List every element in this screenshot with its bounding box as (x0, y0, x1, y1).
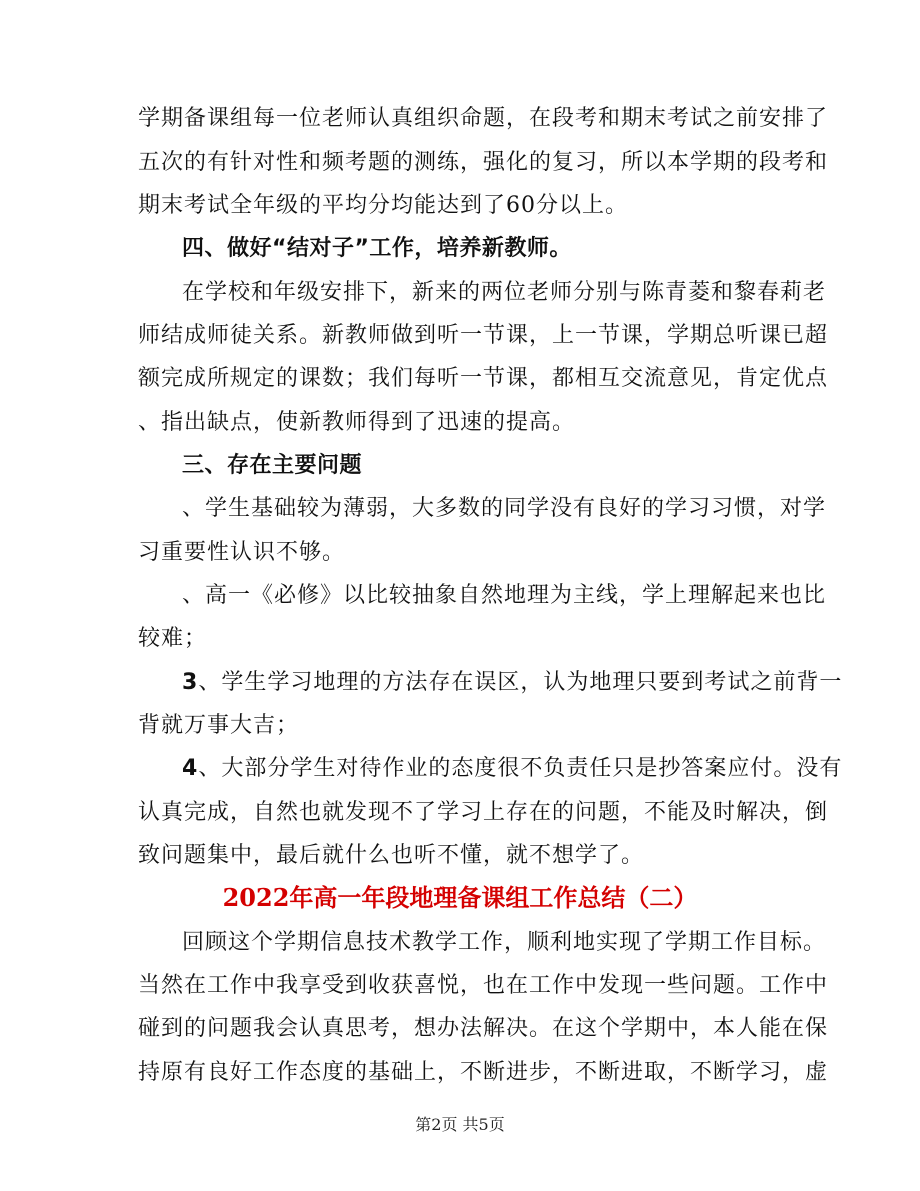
paragraph-line: 回顾这个学期信息技术教学工作，顺利地实现了学期工作目标。 (182, 930, 827, 955)
issue-text: 、学生学习地理的方法存在误区，认为地理只要到考试之前背一 (198, 670, 843, 695)
paragraph-line: 师结成师徒关系。新教师做到听一节课，上一节课，学期总听课已超 (138, 323, 829, 348)
issue-number: 3 (182, 670, 199, 695)
issue-line: 、高一《必修》以比较抽象自然地理为主线，学上理解起来也比 (182, 583, 827, 608)
page-footer: 第2页 共5页 (415, 1115, 505, 1134)
section-title: 2022年高一年段地理备课组工作总结（二） (222, 883, 698, 912)
paragraph-line: 学期备课组每一位老师认真组织命题，在段考和期末考试之前安排了 (138, 106, 829, 131)
issue-line: 认真完成，自然也就发现不了学习上存在的问题，不能及时解决，倒 (138, 800, 829, 825)
paragraph-line: 持原有良好工作态度的基础上，不断进步，不断进取，不断学习，虚 (138, 1060, 829, 1085)
paragraph-line: 碰到的问题我会认真思考，想办法解决。在这个学期中，本人能在保 (138, 1016, 829, 1041)
paragraph-line: 期末考试全年级的平均分均能达到了60分以上。 (138, 193, 628, 218)
paragraph-line: 额完成所规定的课数；我们每听一节课，都相互交流意见，肯定优点 (138, 366, 829, 391)
issue-line (182, 754, 843, 784)
paragraph-line: 五次的有针对性和频考题的测练，强化的复习，所以本学期的段考和 (138, 150, 829, 175)
issue-line (182, 668, 843, 698)
section-heading-3: 三、存在主要问题 (182, 453, 363, 478)
issue-line: 背就万事大吉； (138, 713, 300, 738)
issue-number: 4 (182, 756, 199, 781)
paragraph-line: 当然在工作中我享受到收获喜悦，也在工作中发现一些问题。工作中 (138, 973, 829, 998)
issue-line: 习重要性认识不够。 (138, 540, 346, 565)
issue-line: 较难； (138, 626, 208, 651)
section-heading-4: 四、做好“结对子”工作，培养新教师。 (182, 236, 572, 261)
issue-line: 、学生基础较为薄弱，大多数的同学没有良好的学习习惯，对学 (182, 496, 827, 521)
issue-text: 、大部分学生对待作业的态度很不负责任只是抄答案应付。没有 (198, 756, 843, 781)
paragraph-line: 在学校和年级安排下，新来的两位老师分别与陈青菱和黎春莉老 (182, 280, 827, 305)
issue-line: 致问题集中，最后就什么也听不懂，就不想学了。 (138, 843, 645, 868)
paragraph-line: 、指出缺点，使新教师得到了迅速的提高。 (138, 410, 576, 435)
